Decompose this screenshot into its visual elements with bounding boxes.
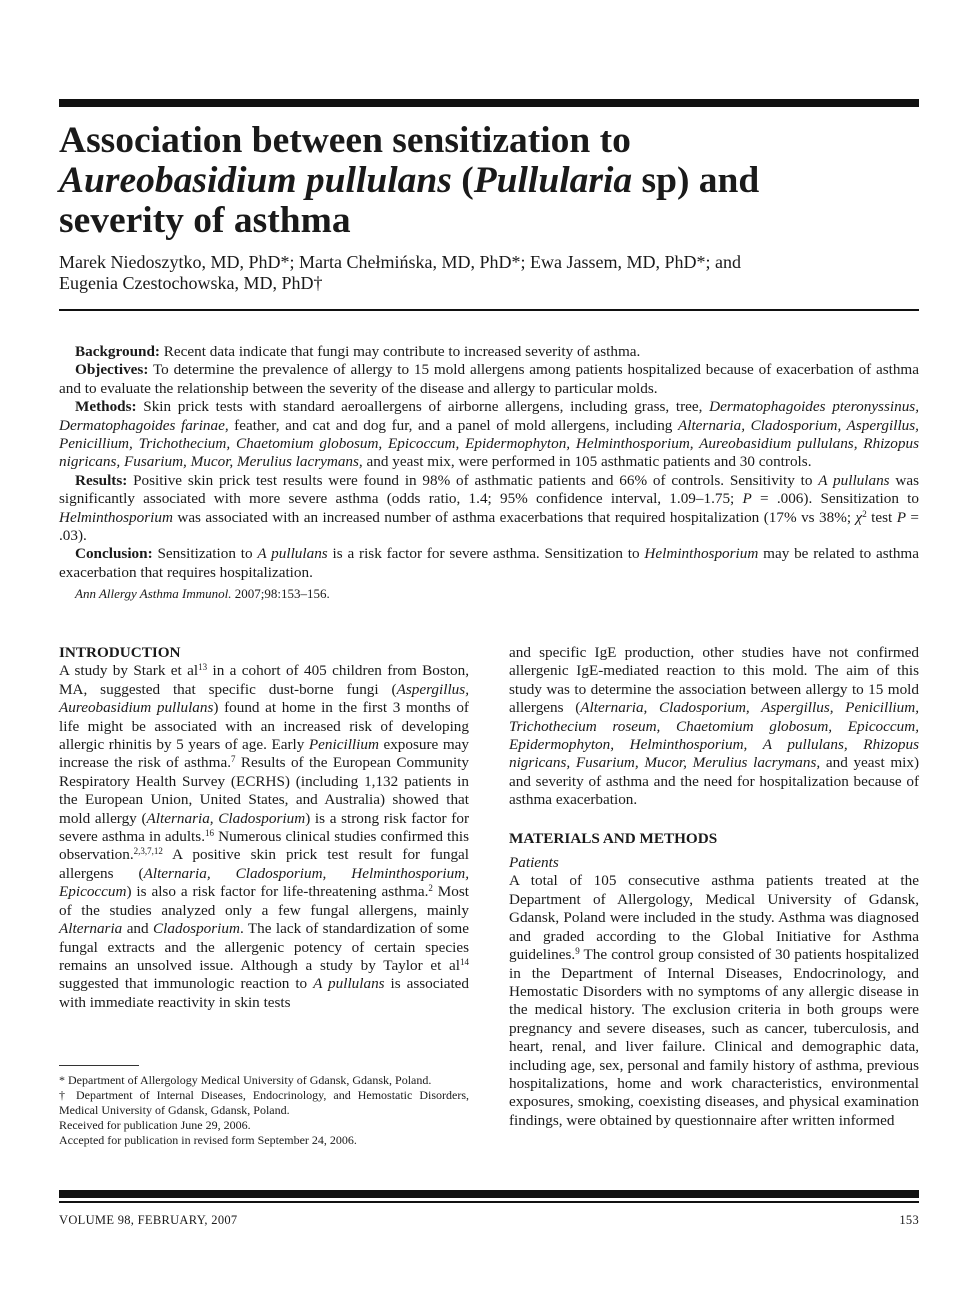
abstract	[59, 343, 919, 604]
abstract-methods: Methods: Skin prick tests with standard aeroallergens of airborne allergens, including grass, tree, Dermatophagoides pteronyssinus, Dermatophagoides farinae, feather, and cat and dog fur, and a panel of mold allergens, including Alternaria, Cladosporium, Aspergillus, Penicillium, Trichothecium, Chaetomium globosum, Epicoccum, Epidermophyton, Helminthosporium, Aureobasidium pullulans, Rhizopus nigricans, Fusarium, Mucor, Merulius lacrymans, and yeast mix, were performed in 105 asthmatic patients and 30 controls.	[59, 398, 919, 471]
page-number: 153	[899, 1213, 919, 1227]
bottom-rule	[59, 1190, 919, 1198]
methods-heading: MATERIALS AND METHODS	[509, 829, 718, 847]
abstract-results: Results: Positive skin prick test results were found in 98% of asthmatic patients and 66% of controls. Sensitivity to A pullulans was significantly associated with more severe asthma (odds ratio, 1.4; 95% confidence interval, 1.09–1.75; P = .006). Sensitization to Helminthosporium was associated with an increased number of asthma exacerbations that required hospitalization (17% vs 38%; $\chi^2$ test P = .03).	[59, 471, 920, 545]
footnote-accepted: Accepted for publication in revised form September 24, 2006.	[59, 1133, 357, 1147]
bottom-rule-thin	[59, 1201, 919, 1203]
patients-subheading: Patients	[509, 854, 559, 872]
abstract-objectives: Objectives: To determine the prevalence of allergy to 15 mold allergens among patients hospitalized because of exacerbation of asthma and to evaluate the relationship between the severity of the disease and allergy to particular molds.	[59, 361, 919, 397]
footnote-rule	[59, 1065, 139, 1066]
patients-paragraph: A total of 105 consecutive asthma patients treated at the Department of Allergology, Medical University of Gdansk, Gdansk, Poland were included in the study. Asthma was diagnosed and graded according to the Global Initiative for Asthma guidelines.$^9$ The control group consisted of 30 patients hospitalized in the Department of Internal Diseases, Endocrinology, and Hemostatic Disorders with no symptoms of any allergic disease in the medical history. The exclusion criteria in both groups were pregnancy and severe diseases, such as cancer, tuberculosis, and heart, renal, and liver failure. Clinical and demographic data, including age, sex, personal and family history of asthma, previous hospitalizations, home and work characteristics, environmental exposures, smoking, coexisting diseases, and physical examination findings, were obtained by questionnaire after written informed	[509, 872, 919, 1129]
abstract-conclusion: Conclusion: Sensitization to A pullulans is a risk factor for severe asthma. Sensitization to Helminthosporium may be related to asthma exacerbation that requires hospitalization.	[59, 545, 919, 581]
footnotes	[59, 1073, 469, 1148]
top-rule	[59, 99, 919, 107]
intro-heading: INTRODUCTION	[59, 644, 181, 661]
footnote-received: Received for publication June 29, 2006.	[59, 1118, 251, 1132]
article-title: Association between sensitization to Aureobasidium pullulans (Pullularia sp) and severity of asthma	[59, 120, 760, 241]
footnote-affiliation-2: † Department of Internal Diseases, Endocrinology, and Hemostatic Disorders, Medical University of Gdansk, Gdansk, Poland.	[59, 1088, 469, 1117]
intro-paragraph: A study by Stark et $al^{13}$ in a cohort of 405 children from Boston, MA, suggested that specific dust-borne fungi (Aspergillus, Aureobasidium pullulans) found at home in the first 3 months of life might be associated with an increased risk of developing allergic rhinitis by 5 years of age. Early Penicillium exposure may increase the risk of asthma.$^7$ Results of the European Community Respiratory Health Survey (ECRHS) (including 1,132 patients in the European Union, United States, and Australia) showed that mold allergy (Alternaria, Cladosporium) is a strong risk factor for severe asthma in adults.$^{16}$ Numerous clinical studies confirmed this observation.$^{2,3,7,12}$ A positive skin prick test result for fungal allergens (Alternaria, Cladosporium, Helminthosporium, Epicoccum) is also a risk factor for life-threatening asthma.$^2$ Most of the studies analyzed only a few fungal allergens, mainly Alternaria and Cladosporium. The lack of standardization of some fungal extracts and the allergenic potency of certain species remains an unsolved issue. Although a study by Taylor et $al^{14}$ suggested that immunologic reaction to A pullulans is associated with immediate reactivity in skin tests	[59, 662, 470, 1011]
intro-continuation: and specific IgE production, other studies have not confirmed allergenic IgE-mediated reaction to this mold. The aim of this study was to determine the association between allergy to 15 mold allergens (Alternaria, Cladosporium, Aspergillus, Penicillium, Trichothecium roseum, Chaetomium globosum, Epicoccum, Epidermophyton, Helminthosporium, A pullulans, Rhizopus nigricans, Fusarium, Mucor, Merulius lacrymans, and yeast mix) and severity of asthma and the need for hospitalization because of asthma exacerbation.	[509, 644, 920, 809]
author-list: Marek Niedoszytko, MD, PhD*; Marta Chełmińska, MD, PhD*; Ewa Jassem, MD, PhD*; and Eugenia Czestochowska, MD, PhD†	[59, 252, 741, 293]
citation: Ann Allergy Asthma Immunol. 2007;98:153–156.	[75, 586, 330, 602]
abstract-background: Background: Recent data indicate that fungi may contribute to increased severity of asthma.	[75, 343, 641, 360]
volume-info: VOLUME 98, FEBRUARY, 2007	[59, 1213, 238, 1227]
left-column	[59, 644, 469, 1012]
footnote-affiliation-1: * Department of Allergology Medical University of Gdansk, Gdansk, Poland.	[59, 1073, 432, 1087]
right-column	[509, 644, 919, 1130]
header-rule	[59, 309, 919, 311]
